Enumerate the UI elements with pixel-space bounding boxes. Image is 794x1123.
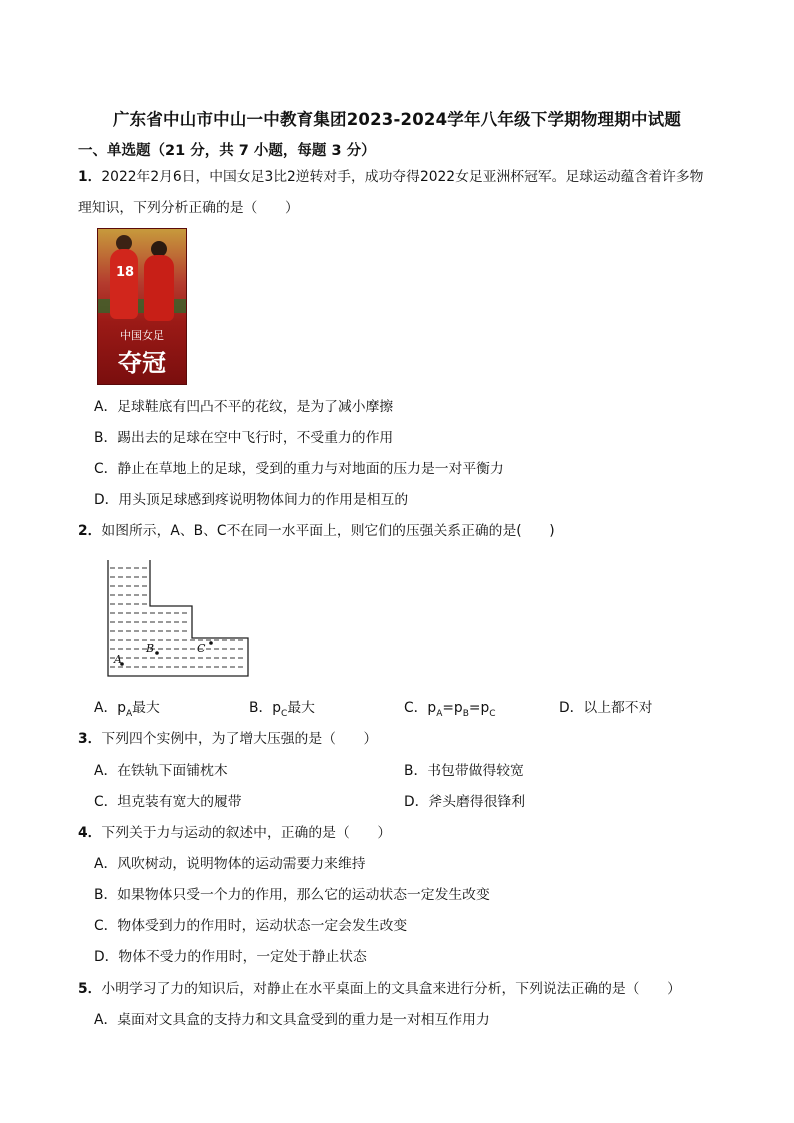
question-1-continued: 理知识，下列分析正确的是（ ） [78, 200, 299, 216]
equals-p: =p [442, 700, 463, 716]
point-a-label: A [114, 653, 122, 666]
question-5 [78, 977, 681, 997]
section-heading: 一、单选题（21 分，共 7 小题，每题 3 分） [78, 143, 376, 159]
subscript: C [281, 708, 288, 719]
option-a[interactable]: A．风吹树动，说明物体的运动需要力来维持 [94, 856, 366, 872]
option-b-suffix: 最大 [287, 700, 315, 716]
point-c-label: C [197, 642, 206, 655]
option-d[interactable]: D．以上都不对 [559, 700, 653, 716]
photo-caption-large: 夺冠 [118, 348, 166, 377]
point-c-marker [209, 641, 213, 645]
option-d[interactable]: D．物体不受力的作用时，一定处于静止状态 [94, 949, 367, 965]
option-b-text: B．p [249, 700, 282, 716]
subscript: C [489, 708, 496, 719]
option-b[interactable]: B．如果物体只受一个力的作用，那么它的运动状态一定发生改变 [94, 887, 490, 903]
question-number: 5． [78, 981, 102, 997]
football-celebration-photo [97, 228, 187, 385]
question-text: 下列四个实例中，为了增大压强的是（ ） [101, 731, 378, 747]
question-number: 3． [78, 731, 102, 747]
option-d[interactable]: D．用头顶足球感到疼说明物体间力的作用是相互的 [94, 492, 409, 508]
photo-caption-small: 中国女足 [120, 329, 164, 342]
option-c[interactable] [404, 696, 496, 719]
option-a[interactable]: A．在铁轨下面铺枕木 [94, 763, 228, 779]
question-number: 1． [78, 169, 102, 185]
option-d[interactable]: D．斧头磨得很锋利 [404, 794, 525, 810]
question-text: 2022年2月6日，中国女足3比2逆转对手，成功夺得2022女足亚洲杯冠军。足球运动蕴含着许多物 [101, 169, 704, 185]
option-a[interactable]: A．桌面对文具盒的支持力和文具盒受到的重力是一对相互作用力 [94, 1012, 490, 1028]
liquid-lines [110, 568, 246, 667]
question-number: 2． [78, 523, 102, 539]
subscript: B [462, 708, 469, 719]
option-a-text: A．p [94, 700, 126, 716]
point-b-marker [155, 651, 159, 655]
option-c[interactable]: C．坦克装有宽大的履带 [94, 794, 242, 810]
question-4 [78, 821, 391, 841]
container-pressure-diagram [100, 558, 252, 680]
question-text: 小明学习了力的知识后，对静止在水平桌面上的文具盒来进行分析，下列说法正确的是（ ） [101, 981, 681, 997]
option-b[interactable]: B．踢出去的足球在空中飞行时，不受重力的作用 [94, 430, 394, 446]
question-text: 如图所示，A、B、C不在同一水平面上，则它们的压强关系正确的是( ) [101, 523, 555, 539]
question-number: 4． [78, 825, 102, 841]
page-title: 广东省中山市中山一中教育集团2023-2024学年八年级下学期物理期中试题 [112, 110, 682, 129]
option-a[interactable] [94, 696, 160, 719]
subscript: A [436, 708, 443, 719]
option-c[interactable]: C．静止在草地上的足球，受到的重力与对地面的压力是一对平衡力 [94, 461, 504, 477]
option-c[interactable]: C．物体受到力的作用时，运动状态一定会发生改变 [94, 918, 408, 934]
question-2 [78, 519, 555, 539]
option-a-suffix: 最大 [132, 700, 160, 716]
question-text: 下列关于力与运动的叙述中，正确的是（ ） [101, 825, 392, 841]
question-1 [78, 165, 703, 185]
option-c-text: C．p [404, 700, 437, 716]
option-b[interactable]: B．书包带做得较宽 [404, 763, 524, 779]
equals-p: =p [468, 700, 490, 716]
player-figure [144, 255, 174, 321]
subscript: A [126, 708, 133, 719]
player-figure [110, 249, 138, 319]
jersey-number: 18 [116, 265, 135, 280]
option-b[interactable] [249, 696, 315, 719]
question-3 [78, 727, 377, 747]
point-b-label: B [146, 642, 155, 655]
option-a[interactable]: A．足球鞋底有凹凸不平的花纹，是为了减小摩擦 [94, 399, 394, 415]
